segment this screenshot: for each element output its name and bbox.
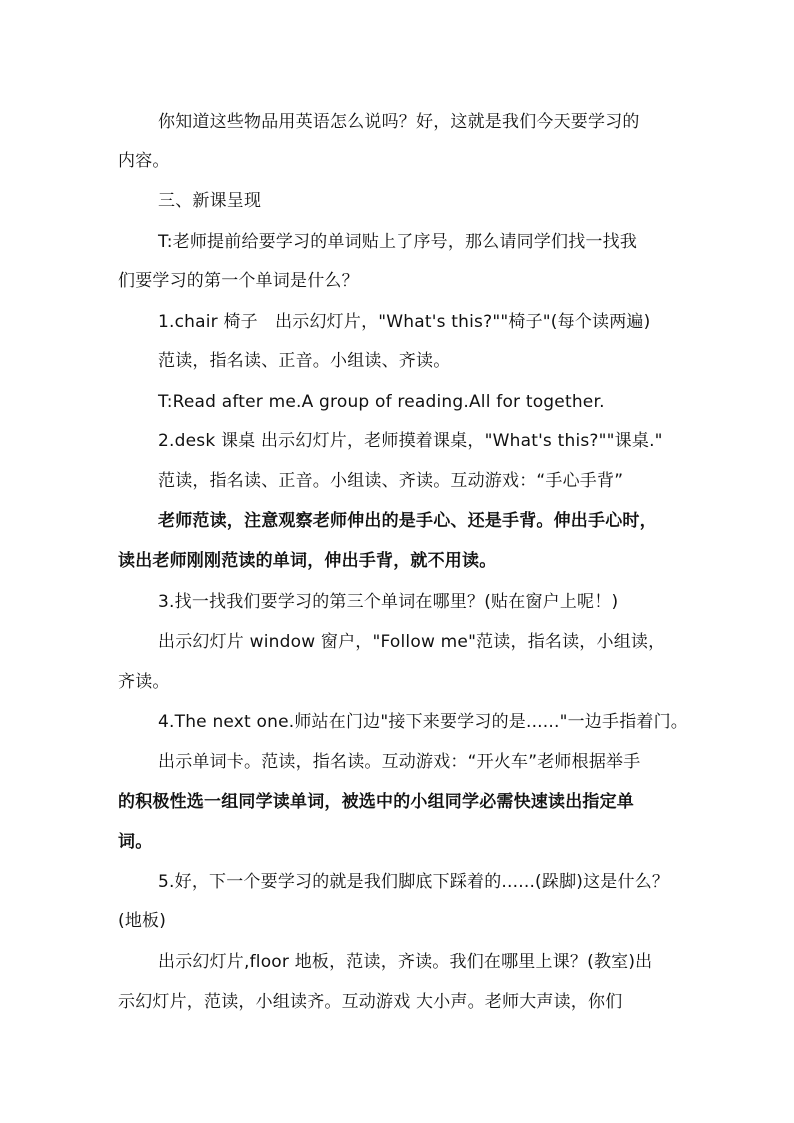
- paragraph-line: 5.好，下一个要学习的就是我们脚底下踩着的......(跺脚)这是什么？: [158, 872, 670, 892]
- paragraph-line: 2.desk 课桌 出示幻灯片，老师摸着课桌，"What's this?""课桌.": [158, 431, 663, 451]
- paragraph-line: 4.The next one.师站在门边"接下来要学习的是......"一边手指着门。: [158, 712, 689, 732]
- section-heading: 三、新课呈现: [158, 191, 262, 211]
- paragraph-line: 出示幻灯片 window 窗户，"Follow me"范读，指名读，小组读，: [158, 632, 666, 652]
- paragraph-line: 出示幻灯片,floor 地板，范读，齐读。我们在哪里上课？(教室)出: [158, 952, 653, 972]
- paragraph-line-bold: 词。: [118, 832, 153, 852]
- paragraph-line: T:老师提前给要学习的单词贴上了序号，那么请同学们找一找我: [158, 232, 638, 252]
- paragraph-line: T:Read after me.A group of reading.All for together.: [158, 392, 605, 412]
- paragraph-line: 齐读。: [118, 672, 170, 692]
- paragraph-line: 出示单词卡。范读，指名读。互动游戏：“开火车”老师根据举手: [158, 752, 641, 772]
- paragraph-line-bold: 的积极性选一组同学读单词，被选中的小组同学必需快速读出指定单: [118, 792, 634, 812]
- paragraph-line: 1.chair 椅子 出示幻灯片，"What's this?""椅子"(每个读两遍): [158, 312, 651, 332]
- paragraph-line: 们要学习的第一个单词是什么？: [118, 271, 359, 291]
- paragraph-line-bold: 老师范读，注意观察老师伸出的是手心、还是手背。伸出手心时，: [158, 511, 657, 531]
- paragraph-line: 示幻灯片，范读，小组读齐。互动游戏 大小声。老师大声读，你们: [118, 992, 623, 1012]
- paragraph-line: 你知道这些物品用英语怎么说吗？好，这就是我们今天要学习的: [158, 112, 640, 132]
- paragraph-line: (地板): [118, 911, 167, 931]
- paragraph-line: 内容。: [118, 151, 170, 171]
- paragraph-line-bold: 读出老师刚刚范读的单词，伸出手背，就不用读。: [118, 551, 497, 571]
- paragraph-line: 范读，指名读、正音。小组读、齐读。: [158, 351, 451, 371]
- paragraph-line: 范读，指名读、正音。小组读、齐读。互动游戏：“手心手背”: [158, 471, 624, 491]
- paragraph-line: 3.找一找我们要学习的第三个单词在哪里？(贴在窗户上呢！): [158, 592, 619, 612]
